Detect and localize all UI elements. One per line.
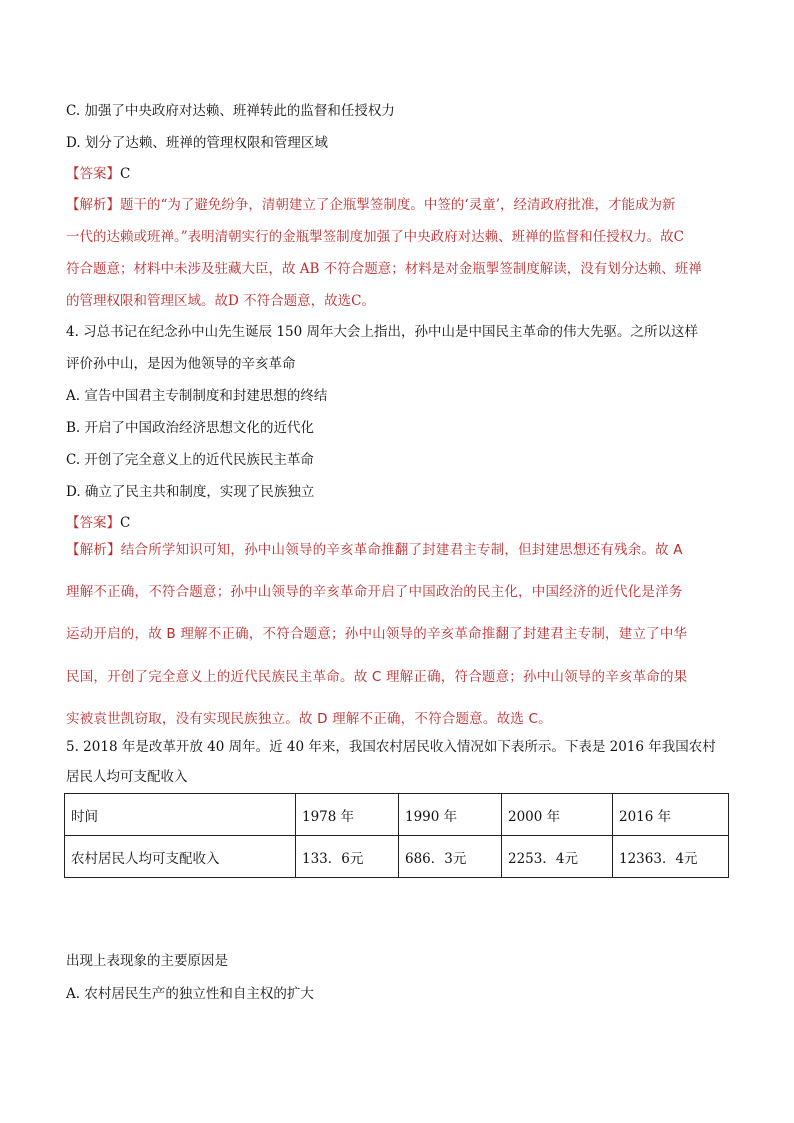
table-header-row: [65, 794, 729, 836]
q4-option-d: D. 确立了民主共和制度，实现了民族独立: [66, 484, 315, 500]
q4-option-b: B. 开启了中国政治经济思想文化的近代化: [66, 420, 315, 436]
q3-analysis-line-4: 的管理权限和管理区域。故D 不符合题意，故选C。: [66, 293, 375, 309]
q4-analysis-line-2: 理解不正确，不符合题意；孙中山领导的辛亥革命开启了中国政治的民主化，中国经济的近代化是洋务: [66, 584, 683, 600]
q3-answer-value: C: [120, 166, 131, 182]
q3-analysis-tag: 【解析】: [66, 197, 120, 213]
q3-analysis-line-3: 符合题意；材料中未涉及驻藏大臣，故 AB 不符合题意；材料是对金瓶掣签制度解读，没有划分达赖、班禅: [66, 261, 702, 277]
q3-analysis-line-2: 一代的达赖或班禅。”表明清朝实行的金瓶掣签制度加强了中央政府对达赖、班禅的监督和任授权力。故C: [66, 229, 684, 245]
q5-option-a: A. 农村居民生产的独立性和自主权的扩大: [66, 986, 314, 1002]
q3-option-d: D. 划分了达赖、班禅的管理权限和管理区域: [66, 135, 328, 151]
q5-stem-line-2: 居民人均可支配收入: [66, 769, 188, 785]
q4-option-c: C. 开创了完全意义上的近代民族民主革命: [66, 452, 314, 468]
table-cell: 12363．4元: [613, 836, 729, 878]
q4-answer-value: C: [120, 515, 131, 531]
q4-analysis-line-5: 实被袁世凯窃取，没有实现民族独立。故 D 理解不正确，不符合题意。故选 C。: [66, 711, 552, 727]
q4-answer-tag: 【答案】: [66, 515, 120, 531]
q3-answer-tag: 【答案】: [66, 166, 120, 182]
q4-stem-line-2: 评价孙中山，是因为他领导的辛亥革命: [66, 356, 296, 372]
q4-analysis-line-1: 【解析】结合所学知识可知，孙中山领导的辛亥革命推翻了封建君主专制，但封建思想还有残余。故 A: [66, 542, 683, 558]
q3-option-c: C. 加强了中央政府对达赖、班禅转此的监督和任授权力: [66, 103, 395, 119]
q4-analysis-line-4: 民国，开创了完全意义上的近代民族民主革命。故 C 理解正确，符合题意；孙中山领导的辛亥革命的果: [66, 669, 688, 685]
table-cell: 2253．4元: [502, 836, 613, 878]
table-cell: 1990 年: [399, 794, 502, 836]
q4-analysis-line-3: 运动开启的，故 B 理解不正确，不符合题意；孙中山领导的辛亥革命推翻了封建君主专制，建立了中华: [66, 626, 688, 642]
table-row: [65, 836, 729, 878]
table-cell: 时间: [65, 794, 296, 836]
income-table: [64, 793, 729, 878]
table-cell: 农村居民人均可支配收入: [65, 836, 296, 878]
table-cell: 2016 年: [613, 794, 729, 836]
table-cell: 686．3元: [399, 836, 502, 878]
q5-question: 出现上表现象的主要原因是: [66, 953, 228, 969]
q4-answer: [66, 514, 130, 532]
q5-stem-line-1: 5. 2018 年是改革开放 40 周年。近 40 年来，我国农村居民收入情况如下表所示。下表是 2016 年我国农村: [66, 739, 716, 755]
table-cell: 2000 年: [502, 794, 613, 836]
table-cell: 133．6元: [296, 836, 399, 878]
table-cell: 1978 年: [296, 794, 399, 836]
q4-stem-line-1: 4. 习总书记在纪念孙中山先生诞辰 150 周年大会上指出，孙中山是中国民主革命的伟大先驱。之所以这样: [66, 324, 699, 340]
q4-option-a: A. 宣告中国君主专制制度和封建思想的终结: [66, 388, 328, 404]
q3-answer: [66, 165, 130, 183]
q3-analysis-line-1: 【解析】题干的“为了避免纷争，清朝建立了企瓶掣签制度。中签的‘灵童’，经清政府批准，才能成为新: [66, 197, 676, 213]
